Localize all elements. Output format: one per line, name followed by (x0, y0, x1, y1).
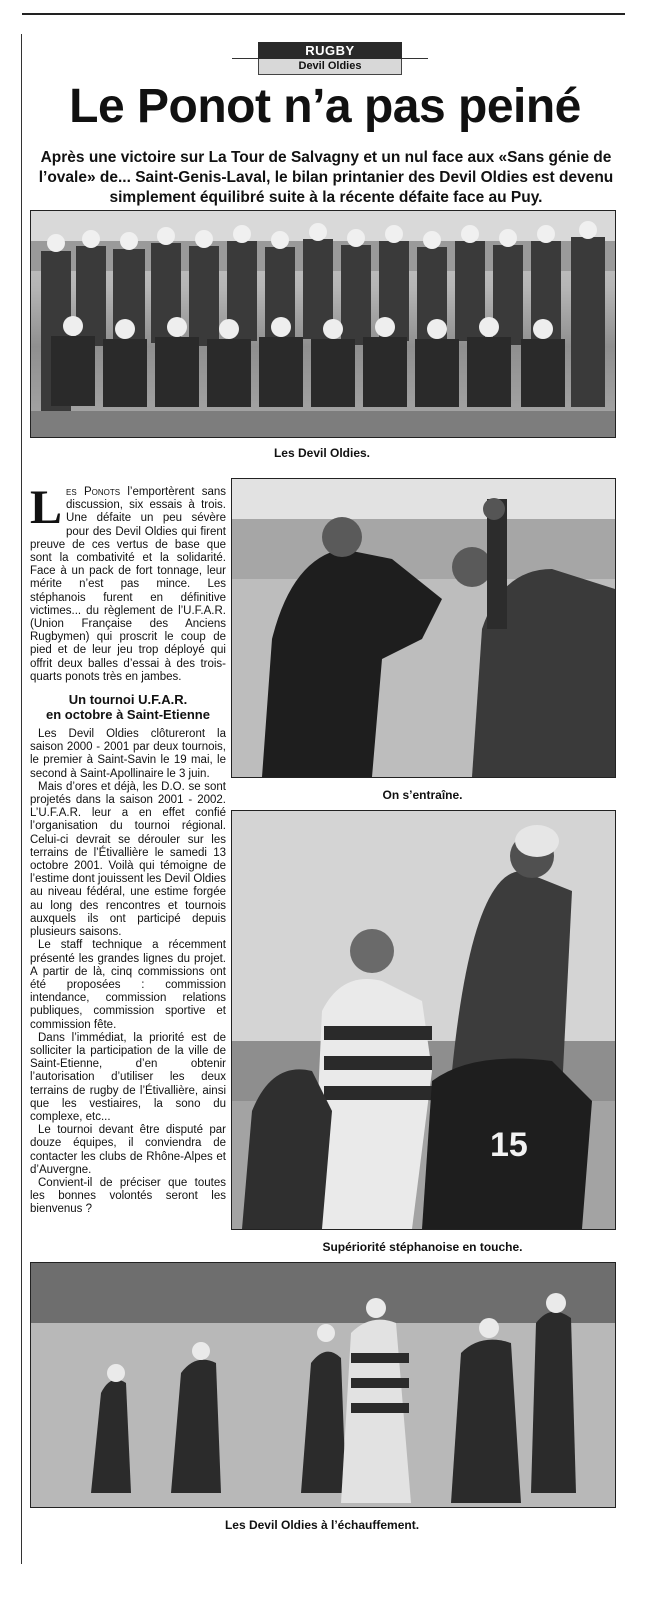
article-paragraph-1 (30, 481, 227, 684)
subhead: Après une victoire sur La Tour de Salvagny et un nul face aux «Sans génie de l’ovale» de... Saint-Genis-Laval, le bilan printanier des Devil Oldies est devenu simplement équilibré suite à la récente défaite face au Puy. (38, 149, 614, 206)
article-body (30, 481, 227, 1217)
interheading-line-1: Un tournoi U.F.A.R. (68, 692, 188, 708)
tag-rule-right (402, 58, 428, 59)
warmup-photo-drawing (31, 1263, 615, 1507)
article-interheading (30, 692, 226, 722)
caption-lineout: Supériorité stéphanoise en touche. (322, 1240, 523, 1254)
interheading-line-2: en octobre à Saint-Etienne (46, 707, 210, 723)
article-paragraph-2: Les Devil Oldies clôtureront la saison 2000 - 2001 par deux tournois, le premier à Saint-Savin le 19 mai, le second à Saint-Apollinaire le 3 juin. (30, 728, 226, 780)
training-photo-drawing (232, 479, 615, 777)
section-label: RUGBY (258, 42, 402, 59)
headline: Le Ponot n’a pas peiné (69, 80, 581, 133)
lineout-photo-drawing (232, 811, 615, 1229)
section-tag (258, 42, 402, 75)
article-paragraph-5: Dans l’immédiat, la priorité est de solliciter la participation de la ville de Saint-Etienne, d’en obtenir l’autorisation d’utiliser les deux terrains de rugby de l’Étivallière, ainsi que les vestiaires, la sono du complexe, etc... (30, 1031, 226, 1123)
article-paragraph-4: Le staff technique a récemment présenté les grandes lignes du projet. A partir de là, cinq commissions ont été proposées : commission intendance, commission relations publiques, commission sportive et commission fête. (30, 939, 226, 1031)
caption-warmup: Les Devil Oldies à l’échauffement. (224, 1518, 420, 1532)
lineout-photo (231, 810, 616, 1230)
team-photo-drawing (31, 211, 615, 437)
top-rule (22, 13, 625, 15)
article-paragraph-7: Convient-il de préciser que toutes les bonnes volontés seront les bienvenus ? (30, 1176, 226, 1216)
caption-team: Les Devil Oldies. (273, 446, 371, 460)
drop-cap: L (30, 481, 63, 534)
tag-rule-left (232, 58, 258, 59)
left-column-rule (21, 34, 22, 1564)
article-paragraph-1-text: l’emportèrent sans discussion, six essais à trois. Une défaite un peu sévère pour des Devil Oldies qui firent preuve de ces vertus de base que sont la combativité et la solidarité. Face à un pack de fort tonnage, leur mérite n’est pas mince. Les stéphanois furent en définitive victimes... du règlement de l’U.F.A.R. (Union Française des Anciens Rugbymen) qui proscrit le coup de pied et de leur jeu trop déployé qui offrit deux balles d’essai à des trois-quarts ponots très en jambes. (30, 486, 227, 683)
section-sublabel: Devil Oldies (258, 59, 402, 75)
training-photo (231, 478, 616, 778)
team-photo (30, 210, 616, 438)
caption-training: On s’entraîne. (382, 788, 463, 802)
warmup-photo (30, 1262, 616, 1508)
article-paragraph-6: Le tournoi devant être disputé par douze équipes, il conviendra de contacter les clubs de Rhône-Alpes et d’Auvergne. (30, 1124, 226, 1176)
article-paragraph-3: Mais d’ores et déjà, les D.O. se sont projetés dans la saison 2001 - 2002. L’U.F.A.R. leur a en effet confié l’organisation du tournoi régional. Celui-ci devrait se dérouler sur les terrains de l’Étivallière le samedi 13 octobre 2001. Voilà qui témoigne de l’estime dont jouissent les Devil Oldies au niveau fédéral, une estime forgée au long des rencontres et tournois auxquels ils ont participé depuis plusieurs saisons. (30, 780, 226, 939)
jersey-number: 15 (490, 1126, 528, 1164)
article-lead: es Ponots (66, 486, 121, 498)
